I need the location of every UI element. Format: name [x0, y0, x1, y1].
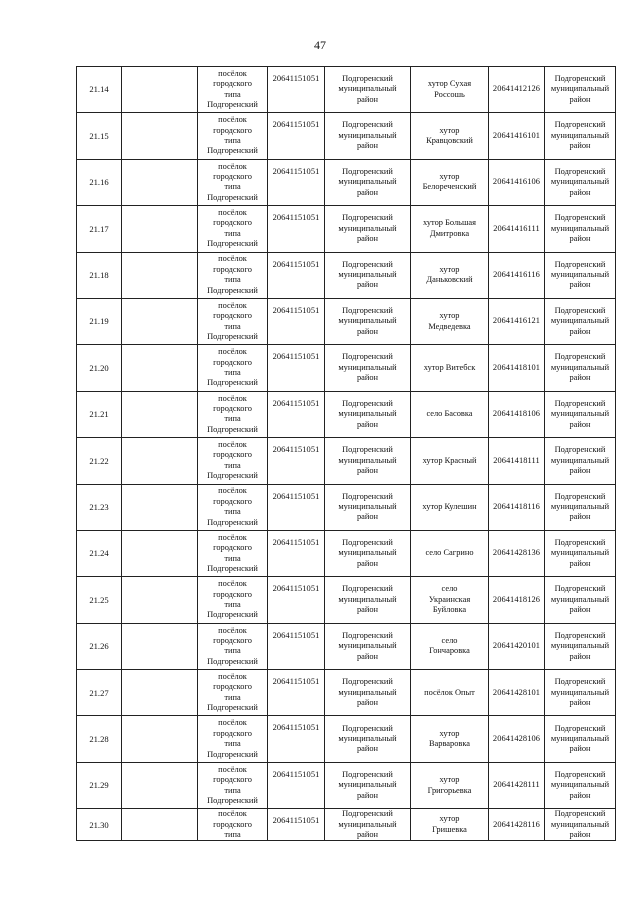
- row-number-cell: 21.18: [77, 252, 122, 298]
- locality-cell: село Украинская Буйловка: [411, 577, 489, 623]
- district-cell-2: Подгоренский муниципальный район: [545, 577, 616, 623]
- settlement-code-cell: 20641151051: [268, 530, 325, 576]
- district-cell-2: Подгоренский муниципальный район: [545, 530, 616, 576]
- district-cell-2: Подгоренский муниципальный район: [545, 484, 616, 530]
- empty-cell: [122, 762, 198, 808]
- district-cell: Подгоренский муниципальный район: [325, 577, 411, 623]
- district-cell: Подгоренский муниципальный район: [325, 252, 411, 298]
- table-row: [77, 113, 616, 159]
- district-cell: Подгоренский муниципальный район: [325, 391, 411, 437]
- district-cell-2: Подгоренский муниципальный район: [545, 762, 616, 808]
- table-row: [77, 391, 616, 437]
- locality-cell: село Басовка: [411, 391, 489, 437]
- locality-code-cell: 20641416111: [489, 206, 545, 252]
- district-cell-2: Подгоренский муниципальный район: [545, 809, 616, 841]
- empty-cell: [122, 391, 198, 437]
- locality-code-cell: 20641416101: [489, 113, 545, 159]
- row-number-cell: 21.17: [77, 206, 122, 252]
- settlement-type-cell: посёлок городского типа Подгоренский: [198, 438, 268, 484]
- district-cell: Подгоренский муниципальный район: [325, 484, 411, 530]
- district-cell-2: Подгоренский муниципальный район: [545, 438, 616, 484]
- settlement-code-cell: 20641151051: [268, 206, 325, 252]
- locality-cell: хутор Григорьевка: [411, 762, 489, 808]
- settlement-code-cell: 20641151051: [268, 716, 325, 762]
- locality-code-cell: 20641428101: [489, 670, 545, 716]
- settlement-code-cell: 20641151051: [268, 670, 325, 716]
- settlement-type-cell: посёлок городского типа Подгоренский: [198, 670, 268, 716]
- settlement-type-cell: посёлок городского типа Подгоренский: [198, 623, 268, 669]
- empty-cell: [122, 113, 198, 159]
- settlement-code-cell: 20641151051: [268, 345, 325, 391]
- locality-code-cell: 20641428136: [489, 530, 545, 576]
- table-row: [77, 623, 616, 669]
- district-cell-2: Подгоренский муниципальный район: [545, 113, 616, 159]
- locality-code-cell: 20641416121: [489, 298, 545, 344]
- row-number-cell: 21.26: [77, 623, 122, 669]
- district-cell-2: Подгоренский муниципальный район: [545, 298, 616, 344]
- locality-code-cell: 20641418106: [489, 391, 545, 437]
- settlement-type-cell: посёлок городского типа Подгоренский: [198, 530, 268, 576]
- district-cell-2: Подгоренский муниципальный район: [545, 67, 616, 113]
- settlement-code-cell: 20641151051: [268, 298, 325, 344]
- settlement-code-cell: 20641151051: [268, 577, 325, 623]
- row-number-cell: 21.25: [77, 577, 122, 623]
- district-cell-2: Подгоренский муниципальный район: [545, 716, 616, 762]
- district-cell-2: Подгоренский муниципальный район: [545, 159, 616, 205]
- locality-cell: хутор Гришевка: [411, 809, 489, 841]
- row-number-cell: 21.27: [77, 670, 122, 716]
- settlements-table: [76, 66, 616, 841]
- table-row: [77, 252, 616, 298]
- row-number-cell: 21.23: [77, 484, 122, 530]
- settlements-table-container: [76, 66, 615, 841]
- district-cell: Подгоренский муниципальный район: [325, 113, 411, 159]
- locality-code-cell: 20641418101: [489, 345, 545, 391]
- table-row: [77, 484, 616, 530]
- table-row: [77, 345, 616, 391]
- settlement-type-cell: посёлок городского типа Подгоренский: [198, 577, 268, 623]
- settlement-type-cell: посёлок городского типа Подгоренский: [198, 67, 268, 113]
- row-number-cell: 21.14: [77, 67, 122, 113]
- locality-cell: хутор Витебск: [411, 345, 489, 391]
- locality-code-cell: 20641416106: [489, 159, 545, 205]
- district-cell: Подгоренский муниципальный район: [325, 716, 411, 762]
- district-cell: Подгоренский муниципальный район: [325, 298, 411, 344]
- locality-code-cell: 20641420101: [489, 623, 545, 669]
- table-row: [77, 577, 616, 623]
- table-row: [77, 159, 616, 205]
- locality-code-cell: 20641412126: [489, 67, 545, 113]
- locality-cell: хутор Кравцовский: [411, 113, 489, 159]
- table-row: [77, 762, 616, 808]
- locality-cell: село Гончаровка: [411, 623, 489, 669]
- row-number-cell: 21.21: [77, 391, 122, 437]
- settlement-type-cell: посёлок городского типа Подгоренский: [198, 113, 268, 159]
- locality-cell: хутор Белореченский: [411, 159, 489, 205]
- locality-code-cell: 20641428116: [489, 809, 545, 841]
- locality-cell: хутор Варваровка: [411, 716, 489, 762]
- settlement-type-cell: посёлок городского типа: [198, 809, 268, 841]
- settlement-code-cell: 20641151051: [268, 252, 325, 298]
- empty-cell: [122, 809, 198, 841]
- district-cell: Подгоренский муниципальный район: [325, 438, 411, 484]
- page-number: 47: [314, 38, 326, 52]
- district-cell: Подгоренский муниципальный район: [325, 159, 411, 205]
- locality-cell: хутор Кулешин: [411, 484, 489, 530]
- district-cell-2: Подгоренский муниципальный район: [545, 670, 616, 716]
- row-number-cell: 21.29: [77, 762, 122, 808]
- locality-code-cell: 20641416116: [489, 252, 545, 298]
- table-row: [77, 298, 616, 344]
- row-number-cell: 21.20: [77, 345, 122, 391]
- settlement-code-cell: 20641151051: [268, 623, 325, 669]
- row-number-cell: 21.19: [77, 298, 122, 344]
- locality-code-cell: 20641418116: [489, 484, 545, 530]
- table-row: [77, 716, 616, 762]
- row-number-cell: 21.15: [77, 113, 122, 159]
- empty-cell: [122, 159, 198, 205]
- settlement-code-cell: 20641151051: [268, 762, 325, 808]
- district-cell-2: Подгоренский муниципальный район: [545, 391, 616, 437]
- district-cell: Подгоренский муниципальный район: [325, 623, 411, 669]
- district-cell: Подгоренский муниципальный район: [325, 67, 411, 113]
- district-cell: Подгоренский муниципальный район: [325, 670, 411, 716]
- locality-cell: хутор Красный: [411, 438, 489, 484]
- empty-cell: [122, 438, 198, 484]
- table-row: [77, 670, 616, 716]
- settlement-type-cell: посёлок городского типа Подгоренский: [198, 762, 268, 808]
- settlement-type-cell: посёлок городского типа Подгоренский: [198, 252, 268, 298]
- district-cell: Подгоренский муниципальный район: [325, 206, 411, 252]
- locality-code-cell: 20641428106: [489, 716, 545, 762]
- locality-cell: хутор Медведевка: [411, 298, 489, 344]
- settlement-type-cell: посёлок городского типа Подгоренский: [198, 298, 268, 344]
- empty-cell: [122, 530, 198, 576]
- table-body: [77, 67, 616, 841]
- settlement-type-cell: посёлок городского типа Подгоренский: [198, 345, 268, 391]
- row-number-cell: 21.16: [77, 159, 122, 205]
- locality-cell: село Сагрино: [411, 530, 489, 576]
- settlement-type-cell: посёлок городского типа Подгоренский: [198, 206, 268, 252]
- empty-cell: [122, 252, 198, 298]
- settlement-code-cell: 20641151051: [268, 484, 325, 530]
- row-number-cell: 21.28: [77, 716, 122, 762]
- settlement-type-cell: посёлок городского типа Подгоренский: [198, 716, 268, 762]
- district-cell: Подгоренский муниципальный район: [325, 762, 411, 808]
- settlement-code-cell: 20641151051: [268, 391, 325, 437]
- district-cell-2: Подгоренский муниципальный район: [545, 623, 616, 669]
- empty-cell: [122, 577, 198, 623]
- district-cell: Подгоренский муниципальный район: [325, 345, 411, 391]
- row-number-cell: 21.30: [77, 809, 122, 841]
- empty-cell: [122, 716, 198, 762]
- locality-code-cell: 20641428111: [489, 762, 545, 808]
- district-cell: Подгоренский муниципальный район: [325, 809, 411, 841]
- table-row: [77, 530, 616, 576]
- table-row: [77, 67, 616, 113]
- settlement-code-cell: 20641151051: [268, 159, 325, 205]
- row-number-cell: 21.22: [77, 438, 122, 484]
- locality-cell: хутор Даньковский: [411, 252, 489, 298]
- empty-cell: [122, 345, 198, 391]
- locality-cell: хутор Сухая Россошь: [411, 67, 489, 113]
- empty-cell: [122, 623, 198, 669]
- empty-cell: [122, 298, 198, 344]
- settlement-code-cell: 20641151051: [268, 67, 325, 113]
- settlement-type-cell: посёлок городского типа Подгоренский: [198, 391, 268, 437]
- locality-cell: хутор Большая Дмитровка: [411, 206, 489, 252]
- table-row: [77, 809, 616, 841]
- settlement-type-cell: посёлок городского типа Подгоренский: [198, 484, 268, 530]
- table-row: [77, 438, 616, 484]
- settlement-code-cell: 20641151051: [268, 438, 325, 484]
- locality-cell: посёлок Опыт: [411, 670, 489, 716]
- district-cell-2: Подгоренский муниципальный район: [545, 206, 616, 252]
- empty-cell: [122, 206, 198, 252]
- locality-code-cell: 20641418111: [489, 438, 545, 484]
- district-cell: Подгоренский муниципальный район: [325, 530, 411, 576]
- table-row: [77, 206, 616, 252]
- empty-cell: [122, 484, 198, 530]
- settlement-code-cell: 20641151051: [268, 113, 325, 159]
- empty-cell: [122, 67, 198, 113]
- district-cell-2: Подгоренский муниципальный район: [545, 252, 616, 298]
- row-number-cell: 21.24: [77, 530, 122, 576]
- settlement-code-cell: 20641151051: [268, 809, 325, 841]
- district-cell-2: Подгоренский муниципальный район: [545, 345, 616, 391]
- settlement-type-cell: посёлок городского типа Подгоренский: [198, 159, 268, 205]
- locality-code-cell: 20641418126: [489, 577, 545, 623]
- empty-cell: [122, 670, 198, 716]
